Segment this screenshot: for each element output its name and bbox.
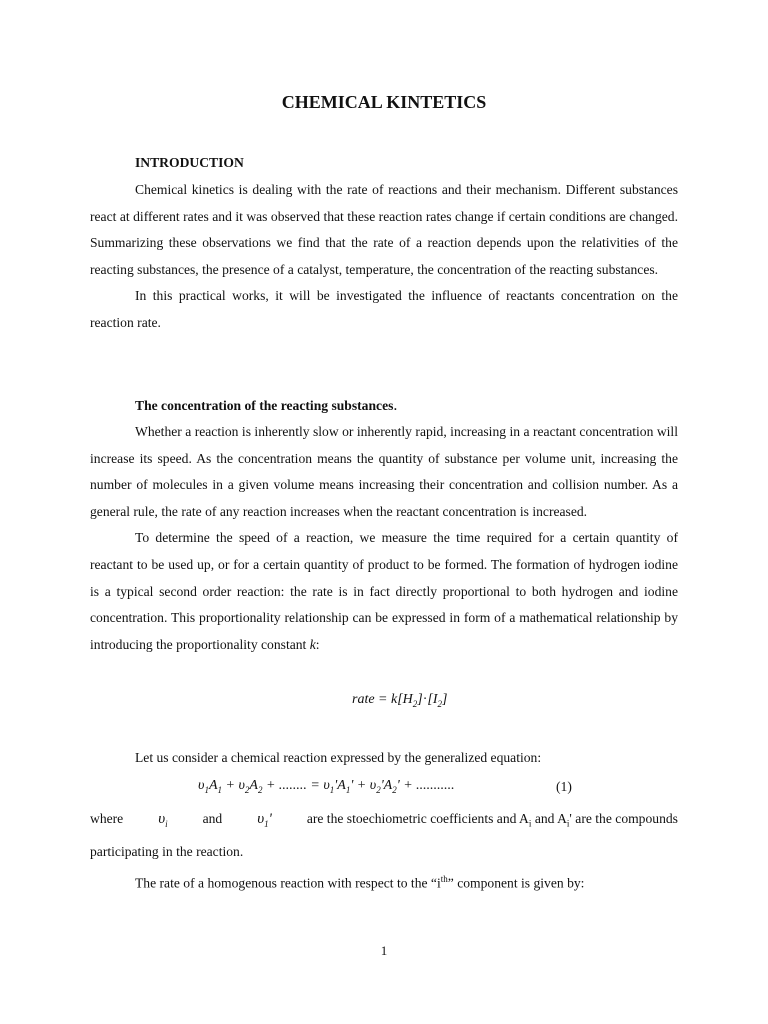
equation-number: (1) [556, 779, 572, 794]
rate-lhs: rate = k [352, 692, 398, 707]
section-heading-text: The concentration of the reacting substances [135, 398, 394, 413]
where-rest-text: are the stoechiometric coefficients and A [306, 811, 529, 826]
where-rest-tail: are the compounds [575, 811, 678, 826]
rate-paragraph [90, 866, 678, 897]
where-rest: are the stoechiometric coefficients and $A_i$ and $A_i'$ are the compounds [306, 811, 678, 829]
rate-paragraph-end: ” component is given by: [447, 875, 585, 891]
section-paragraph-2 [90, 525, 678, 658]
rate-paragraph-sup: th [440, 873, 448, 884]
generalized-equation: $\upsilon_1A_1 + \upsilon_2A_2$ + ........ = $\upsilon_1'A_1' + \upsilon_2'A_2'$ + ........... [198, 778, 455, 795]
rate-dot: · [422, 692, 428, 707]
rate-equation: rate = $k[H_2]\cdot[I_2]$ [352, 692, 448, 709]
where-word: where [90, 811, 124, 826]
where-rest-sub: i [528, 818, 532, 829]
document-title: CHEMICAL KINTETICS [281, 92, 487, 112]
rate-paragraph-text: The rate of a homogenous reaction with respect to the “i [135, 875, 441, 891]
section-heading-period: . [393, 397, 398, 414]
intro-paragraph-2: In this practical works, it will be investigated the influence of reactants concentration on the reaction rate. [90, 288, 678, 330]
constant-k: k [309, 636, 316, 652]
rate-h-sub: 2 [412, 698, 418, 709]
section-paragraph-2-end: : [315, 636, 320, 652]
section-block [90, 419, 678, 658]
rate-h: H [402, 692, 413, 707]
participating-block [90, 839, 678, 897]
and-word: and [202, 811, 223, 826]
participating-paragraph: participating in the reaction. [90, 844, 244, 859]
general-block [90, 745, 678, 772]
page-number: 1 [380, 943, 388, 958]
section-paragraph-1: Whether a reaction is inherently slow or inherently rapid, increasing in a reactant concentration will increase its speed. As the concentration means the quantity of substance per volume unit, increasing the number of molecules in a given volume means increasing their concentration and collision number. As a general rule, the rate of any reaction increases when the reactant concentration is increased. [90, 424, 678, 519]
where-rest-and: and A [534, 811, 567, 826]
rate-i-sub: 2 [437, 698, 443, 709]
rate-i: I [432, 692, 438, 707]
intro-paragraph-1: Chemical kinetics is dealing with the rate of reactions and their mechanism. Different substances react at different rates and it was observed that these reaction rates change if certain conditions are changed. Summarizing these observations we find that the rate of a reaction depends upon the relativities of the reacting substances, the presence of a catalyst, temperature, the concentration of the reacting substances. [90, 182, 678, 277]
where-line [90, 811, 678, 829]
nu-1-prime-symbol: $\upsilon_1'$ [257, 811, 272, 829]
section-heading [135, 397, 397, 415]
where-rest-prime: i [566, 818, 570, 829]
general-paragraph-1: Let us consider a chemical reaction expressed by the generalized equation: [135, 750, 542, 765]
intro-block [90, 177, 678, 337]
nu-i-symbol: $\upsilon_i$ [158, 811, 168, 829]
intro-heading: INTRODUCTION [135, 155, 244, 170]
section-paragraph-2-text: To determine the speed of a reaction, we measure the time required for a certain quantity of reactant to be used up, or for a certain quantity of product to be formed. The formation of hydrogen iodine is a typical second order reaction: the rate is in fact directly proportional to both hydrogen and iodine concentration. This proportionality relationship can be expressed in form of a mathematical relationship by introducing the proportionality constant [90, 530, 678, 652]
